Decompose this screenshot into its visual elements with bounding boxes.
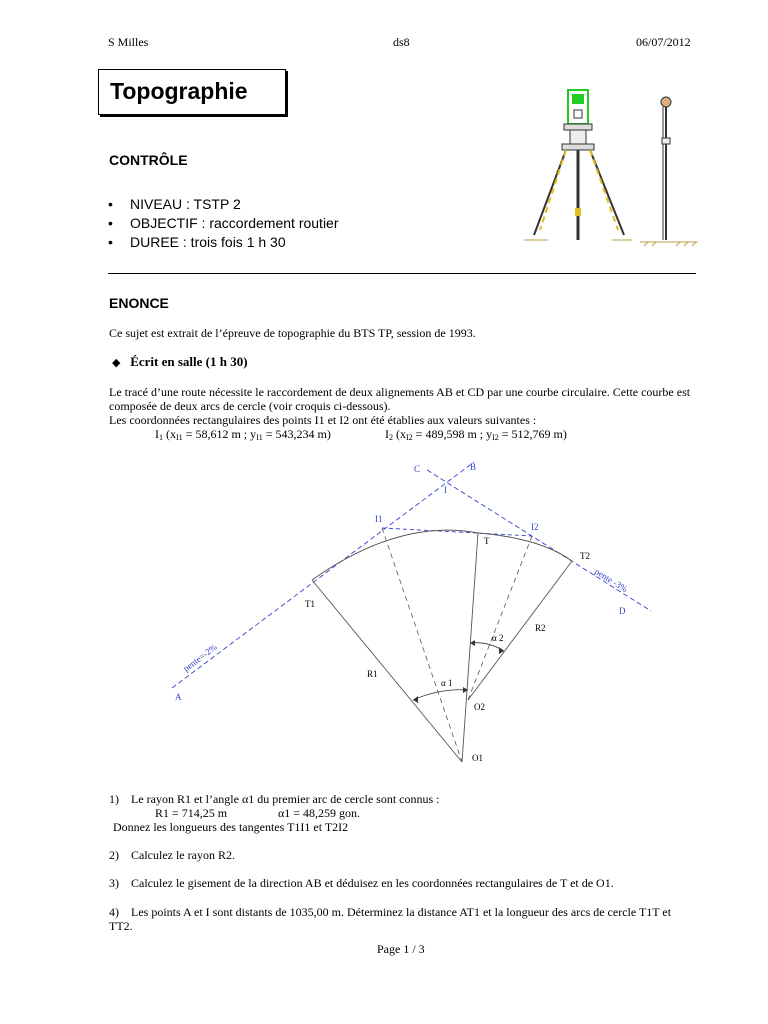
- question-1-values: R1 = 714,25 m α1 = 48,259 gon.: [155, 806, 361, 820]
- label-r1: R1: [367, 669, 378, 679]
- control-heading: CONTRÔLE: [109, 152, 188, 168]
- coord-i2: $I_2$ ($x_{I2} = 489,598$ m ; $y_{I2} = 512,769$ m): [385, 427, 567, 442]
- label-alpha2: α 2: [492, 633, 504, 643]
- page-title: Topographie: [110, 78, 248, 104]
- label-pente-right: pente -3%: [592, 566, 630, 595]
- section-title: ◆ Écrit en salle (1 h 30): [112, 354, 248, 369]
- header-date: 06/07/2012: [636, 35, 691, 49]
- enonce-para1: Le tracé d’une route nécessite le raccordement de deux alignements AB et CD par une courbe circulaire. Cette courbe est composée de deux arcs de cercle (voir croquis ci-dessous).: [109, 385, 691, 413]
- label-t2: T2: [580, 551, 590, 561]
- label-a: A: [175, 692, 182, 702]
- question-3: 3) Calculez le gisement de la direction AB et déduisez en les coordonnées rectangulaires de T et de O1.: [109, 876, 614, 890]
- label-t: T: [484, 536, 490, 546]
- question-2: 2) Calculez le rayon R2.: [109, 848, 235, 862]
- label-t1: T1: [305, 599, 315, 609]
- label-b: B: [470, 462, 477, 472]
- arc-t1-t: [312, 530, 478, 580]
- enonce-heading: ENONCE: [109, 295, 169, 311]
- enonce-para2: Les coordonnées rectangulaires des points I1 et I2 ont été établies aux valeurs suivantes :: [109, 413, 537, 427]
- label-i2: I2: [531, 522, 539, 532]
- label-alpha1: α 1: [441, 678, 453, 688]
- label-r2: R2: [535, 623, 546, 633]
- angle-alpha2-arc: [470, 643, 504, 651]
- label-o1: O1: [472, 753, 483, 763]
- bisector-o2-i2: [468, 536, 532, 700]
- label-i: I: [444, 485, 447, 495]
- radius-o1-t: [462, 533, 478, 762]
- radius-r2: [468, 561, 572, 700]
- bisector-o1-i1: [382, 528, 462, 762]
- question-4: 4) Les points A et I sont distants de 1035,00 m. Déterminez la distance AT1 et la longueur des arcs de cercle T1T et TT2.: [109, 905, 672, 933]
- alignment-ab: [172, 462, 477, 688]
- enonce-intro: Ce sujet est extrait de l’épreuve de topographie du BTS TP, session de 1993.: [109, 326, 476, 340]
- control-item: • DUREE : trois fois 1 h 30: [108, 234, 286, 250]
- tangent-i1-i2: [382, 528, 532, 536]
- label-pente-left: pente=-2%: [181, 641, 219, 674]
- label-c: C: [414, 464, 421, 474]
- control-item: • OBJECTIF : raccordement routier: [108, 215, 339, 231]
- arc-t-t2: [478, 533, 572, 561]
- label-o2: O2: [474, 702, 485, 712]
- label-i1: I1: [375, 514, 383, 524]
- question-1-ask: Donnez les longueurs des tangentes T1I1 et T2I2: [113, 820, 349, 834]
- coord-i1: $I_1$ ($x_{I1} = 58,612$ m ; $y_{I1} = 543,234$ m): [155, 427, 331, 442]
- label-d: D: [619, 606, 626, 616]
- question-1: 1) Le rayon R1 et l’angle α1 du premier arc de cercle sont connus :: [109, 792, 440, 806]
- header-author: S Milles: [108, 35, 149, 49]
- header-doc: ds8: [393, 35, 410, 49]
- radius-r1: [312, 580, 462, 762]
- page-number: Page 1 / 3: [377, 942, 425, 956]
- control-item: • NIVEAU : TSTP 2: [108, 196, 241, 212]
